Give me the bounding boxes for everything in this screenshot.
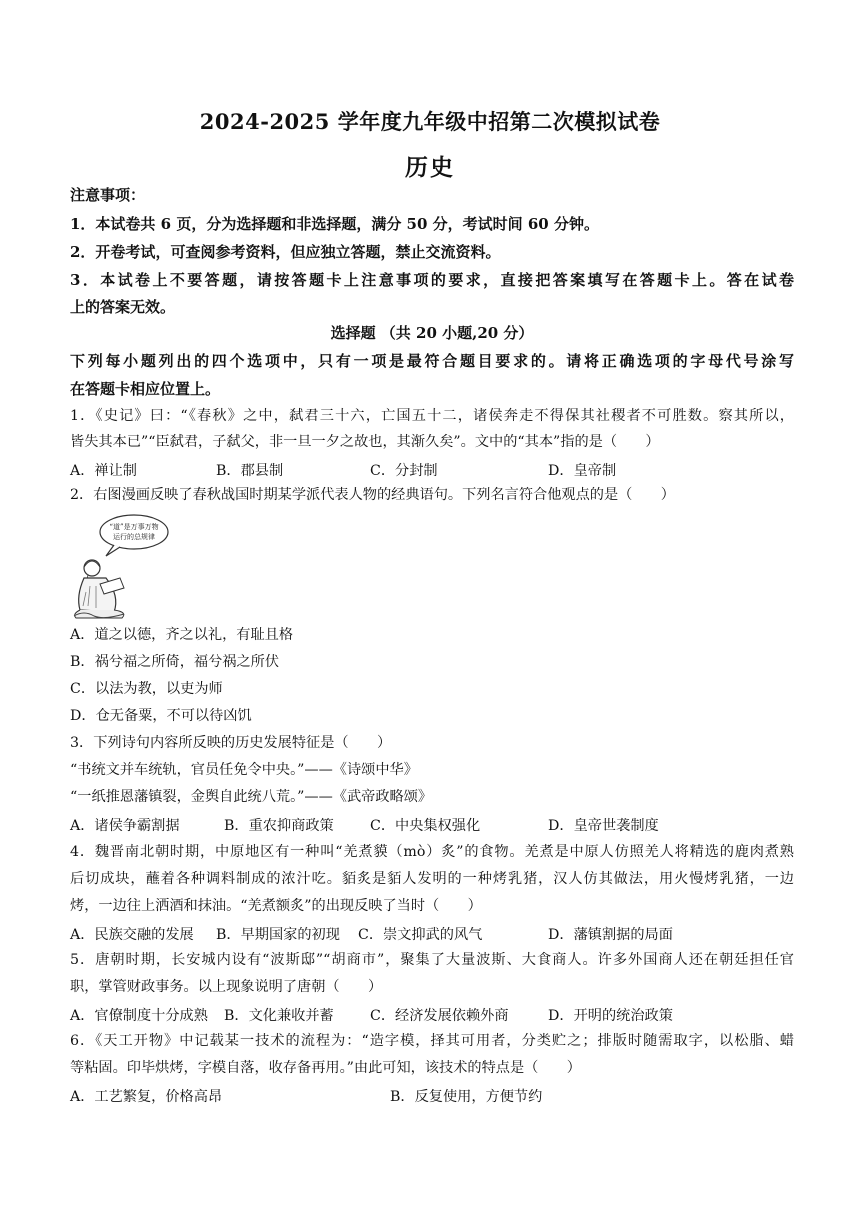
notice-heading: 注意事项： bbox=[70, 186, 146, 204]
question-stem: 等粘固。印毕烘烤，字模自落，收存备再用。”由此可知，该技术的特点是（ ） bbox=[70, 1060, 581, 1076]
option-b: B．早期国家的初现 bbox=[216, 927, 340, 943]
question-options bbox=[70, 1005, 794, 1023]
question-stem: 皆失其本已”“臣弑君，子弑父，非一旦一夕之故也，其渐久矣”。文中的“其本”指的是（ ） bbox=[70, 434, 660, 450]
cartoon-text: “道”是万事万物 bbox=[109, 523, 159, 531]
question-options bbox=[70, 815, 794, 833]
question-stem: 1．《史记》曰：“《春秋》之中，弑君三十六，亡国五十二，诸侯奔走不得保其社稷者不可胜数。察其所以， bbox=[70, 408, 794, 424]
notice-item: 2．开卷考试，可查阅参考资料，但应独立答题，禁止交流资料。 bbox=[70, 243, 501, 261]
question-options bbox=[70, 460, 794, 478]
question-stem: 6．《天工开物》中记载某一技术的流程为：“造字模，择其可用者，分类贮之；排版时随需取字，以松脂、蜡 bbox=[70, 1033, 794, 1049]
question-stem: 职，掌管财政事务。以上现象说明了唐朝（ ） bbox=[70, 979, 383, 995]
option-b: B．郡县制 bbox=[216, 463, 284, 479]
poem-line: “一纸推恩藩镇裂，金舆自此统八荒。”——《武帝政略颂》 bbox=[70, 789, 433, 805]
section-heading: 选择题 （共 20 小题,20 分） bbox=[330, 324, 534, 342]
cartoon-text: 运行的总规律 bbox=[113, 533, 155, 541]
option-d: D．皇帝制 bbox=[548, 463, 617, 479]
option-d: D．皇帝世袭制度 bbox=[548, 818, 659, 834]
question-stem: 3．下列诗句内容所反映的历史发展特征是（ ） bbox=[70, 735, 392, 751]
notice-item: 1．本试卷共 6 页，分为选择题和非选择题，满分 50 分，考试时间 60 分钟。 bbox=[70, 215, 599, 233]
section-instruction: 在答题卡相应位置上。 bbox=[70, 380, 221, 398]
question-options bbox=[70, 1086, 794, 1104]
option-b: B．文化兼收并蓄 bbox=[224, 1008, 334, 1024]
subject-title: 历史 bbox=[405, 154, 455, 181]
option-c: C．中央集权强化 bbox=[370, 818, 481, 834]
option-b: B．重农抑商政策 bbox=[224, 818, 334, 834]
option-d: D．仓无备粟，不可以待凶饥 bbox=[70, 708, 252, 724]
option-d: D．藩镇割据的局面 bbox=[548, 927, 673, 943]
notice-item: 3．本试卷上不要答题，请按答题卡上注意事项的要求，直接把答案填写在答题卡上。答在试卷 bbox=[70, 271, 794, 289]
question-options bbox=[70, 924, 794, 942]
exam-title: 2024-2025 学年度九年级中招第二次模拟试卷 bbox=[199, 109, 661, 134]
option-a: A．道之以德，齐之以礼，有耻且格 bbox=[70, 627, 294, 643]
option-a: A．民族交融的发展 bbox=[70, 927, 194, 943]
question-stem: 烤，一边往上洒酒和抹油。“羌煮额炙”的出现反映了当时（ ） bbox=[70, 898, 482, 914]
option-a: A．禅让制 bbox=[70, 463, 137, 479]
option-b: B．反复使用，方便节约 bbox=[390, 1089, 543, 1105]
option-c: C．分封制 bbox=[370, 463, 438, 479]
option-b: B．祸兮福之所倚，福兮祸之所伏 bbox=[70, 654, 280, 670]
question-stem: 2．右图漫画反映了春秋战国时期某学派代表人物的经典语句。下列名言符合他观点的是（ ） bbox=[70, 487, 675, 503]
question-stem: 4．魏晋南北朝时期，中原地区有一种叫“羌煮貘（mò）炙”的食物。羌煮是中原人仿照羌人将精选的鹿肉煮熟 bbox=[70, 844, 794, 860]
notice-item: 上的答案无效。 bbox=[70, 298, 176, 316]
section-instruction: 下列每小题列出的四个选项中，只有一项是最符合题目要求的。请将正确选项的字母代号涂写 bbox=[70, 352, 794, 370]
option-c: C．经济发展依赖外商 bbox=[370, 1008, 509, 1024]
question-stem: 5．唐朝时期，长安城内设有“波斯邸”“胡商市”，聚集了大量波斯、大食商人。许多外国商人还在朝廷担任官 bbox=[70, 952, 794, 968]
option-c: C．以法为教，以吏为师 bbox=[70, 681, 223, 697]
poem-line: “书统文并车统轨，官员任免令中央。”——《诗颂中华》 bbox=[70, 762, 418, 778]
option-a: A．工艺繁复，价格高昂 bbox=[70, 1089, 223, 1105]
question-stem: 后切成块，蘸着各种调料制成的浓汁吃。貊炙是貊人发明的一种烤乳猪，汉人仿其做法，用火慢烤乳猪，一边 bbox=[70, 871, 794, 887]
option-d: D．开明的统治政策 bbox=[548, 1008, 673, 1024]
option-a: A．诸侯争霸割据 bbox=[70, 818, 180, 834]
laozi-cartoon-image bbox=[70, 512, 170, 620]
option-a: A．官僚制度十分成熟 bbox=[70, 1008, 208, 1024]
option-c: C．崇文抑武的风气 bbox=[358, 927, 483, 943]
